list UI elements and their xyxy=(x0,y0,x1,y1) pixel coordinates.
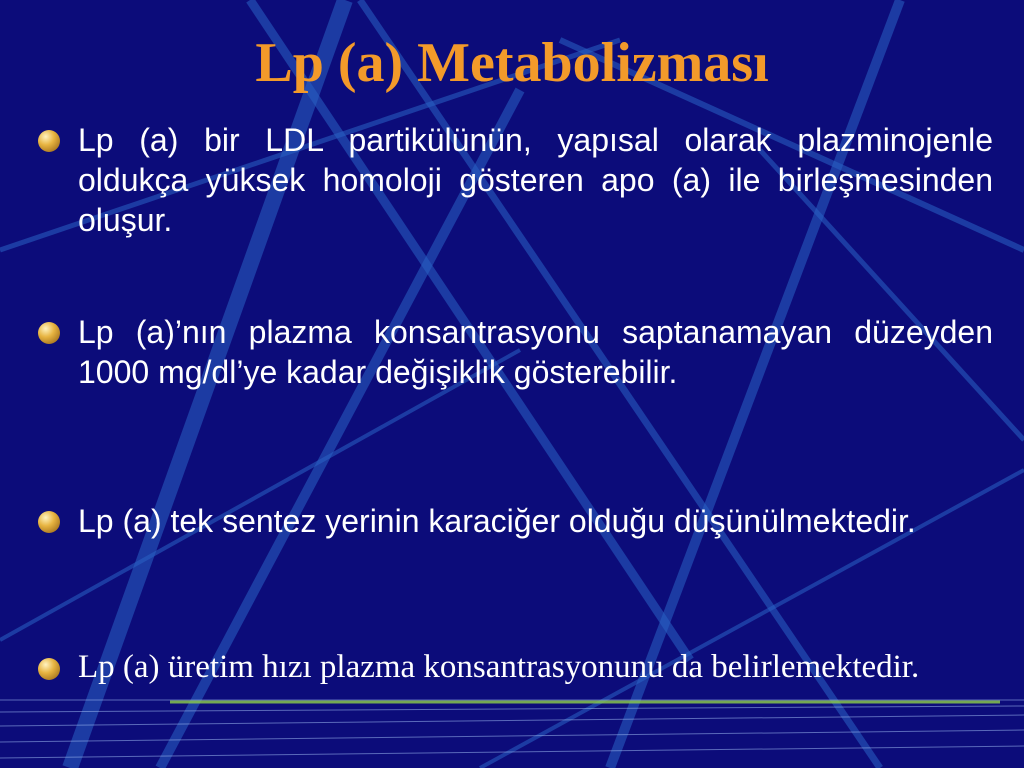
slide-title: Lp (a) Metabolizması xyxy=(255,32,769,94)
bullet-text: Lp (a)’nın plazma konsantrasyonu saptanamayan düzeyden 1000 mg/dl’ye kadar değişiklik gösterebilir. xyxy=(78,314,993,390)
bullet-text: Lp (a) tek sentez yerinin karaciğer olduğu düşünülmektedir. xyxy=(78,503,916,539)
bullet-item xyxy=(38,120,993,240)
gold-sphere-icon xyxy=(38,322,60,344)
gold-sphere-icon xyxy=(38,130,60,152)
bullet-item xyxy=(38,501,993,541)
bullet-text: Lp (a) bir LDL partikülünün, yapısal olarak plazminojenle oldukça yüksek homoloji gösteren apo (a) ile birleşmesinden oluşur. xyxy=(78,122,993,238)
bullet-text: Lp (a) üretim hızı plazma konsantrasyonunu da belirlemektedir. xyxy=(78,649,920,685)
bullet-item xyxy=(38,646,993,688)
gold-sphere-icon xyxy=(38,511,60,533)
bullet-item xyxy=(38,312,993,392)
gold-sphere-icon xyxy=(38,658,60,680)
